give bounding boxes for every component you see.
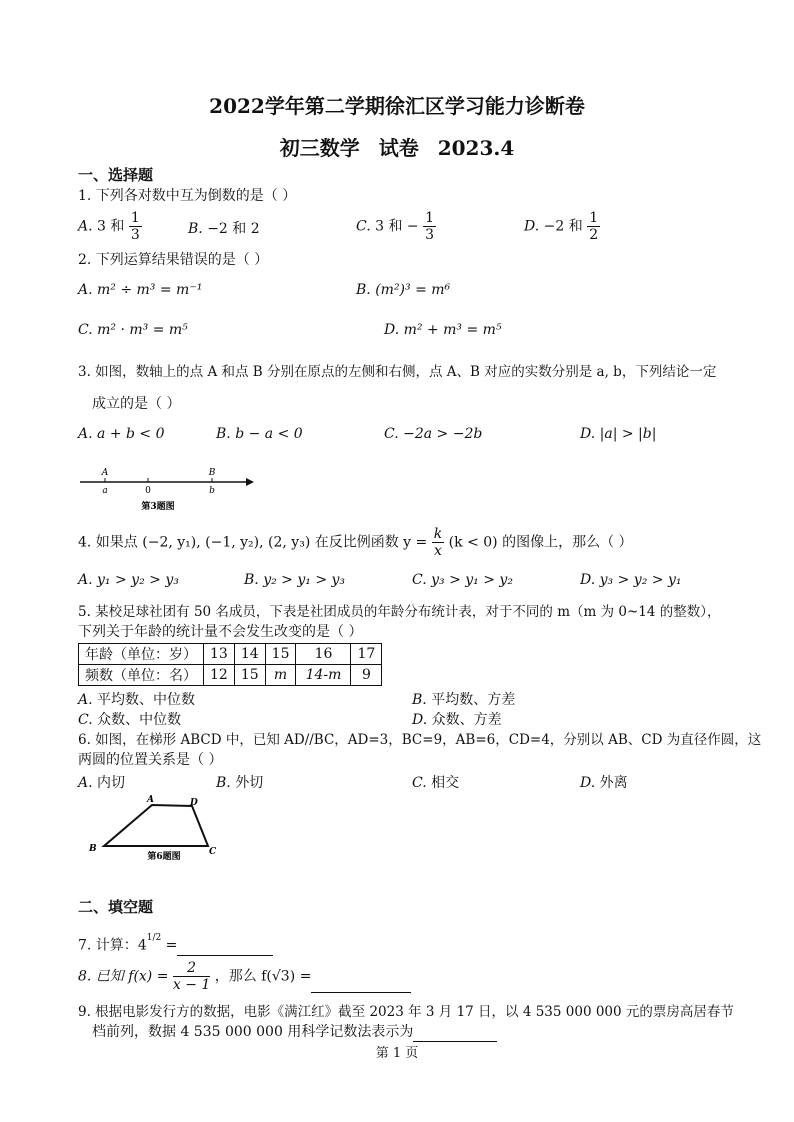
- age-frequency-table: [78, 643, 382, 686]
- q4-option-c: C. y₃ > y₁ > y₂: [412, 572, 513, 588]
- q1-option-c: C. 3 和 − $\frac{1}{3}$: [356, 210, 435, 243]
- question-3-stem-line1: 3. 如图，数轴上的点 A 和点 B 分别在原点的左侧和右侧，点 A、B 对应的实数分别是 a, b，下列结论一定: [78, 364, 717, 380]
- question-9-line2: 档前列，数据 4 535 000 000 用科学记数法表示为: [92, 1022, 497, 1042]
- exam-title: 2022学年第二学期徐汇区学习能力诊断卷: [209, 94, 585, 118]
- figure-caption: 第3题图: [141, 502, 175, 512]
- vertex-label-D: D: [190, 798, 198, 808]
- table-row: 年龄（单位：岁） 13 14 15 16 17: [79, 644, 382, 665]
- number-line-figure: [78, 462, 258, 514]
- question-4-stem: 4. 如果点 (−2, y₁), (−1, y₂), (2, y₃) 在反比例函数 y = $\frac{k}{x}$ (k < 0) 的图像上，那么（ ）: [78, 526, 633, 559]
- page-number: 第 1 页: [375, 1046, 419, 1061]
- q5-option-c: C. 众数、中位数: [78, 712, 182, 728]
- q1-option-d: D. −2 和 $\frac{1}{2}$: [524, 210, 599, 243]
- trapezoid-abcd: [104, 805, 208, 846]
- question-6-stem-line2: 两圆的位置关系是（ ）: [78, 752, 223, 768]
- question-6-stem-line1: 6. 如图，在梯形 ABCD 中，已知 AD//BC，AD=3，BC=9，AB=6，CD=4，分别以 AB、CD 为直径作圆，这: [78, 732, 762, 748]
- point-label-B: B: [208, 468, 216, 478]
- vertex-label-A: A: [147, 795, 154, 805]
- answer-blank[interactable]: [177, 955, 273, 956]
- table-row: 频数（单位：名） 12 15 m 14-m 9: [79, 665, 382, 686]
- point-label-A: A: [101, 468, 109, 478]
- q3-option-a: A. a + b < 0: [78, 426, 165, 442]
- q5-option-d: D. 众数、方差: [412, 712, 502, 728]
- q6-option-b: B. 外切: [216, 775, 264, 791]
- q6-option-a: A. 内切: [78, 775, 126, 791]
- figure-caption: 第6题图: [147, 852, 181, 862]
- q4-option-a: A. y₁ > y₂ > y₃: [78, 572, 179, 588]
- q3-option-b: B. b − a < 0: [216, 426, 303, 442]
- question-5-stem-line2: 下列关于年龄的统计量不会发生改变的是（ ）: [78, 624, 363, 640]
- q6-option-d: D. 外离: [580, 775, 628, 791]
- question-8: 8. 已知 f(x) = $\frac{2}{x - 1}$ ，那么 f(√3) =: [78, 960, 411, 993]
- q4-option-b: B. y₂ > y₁ > y₃: [244, 572, 346, 588]
- fraction: $\frac{1}{3}$: [425, 210, 435, 243]
- answer-blank[interactable]: [311, 992, 411, 993]
- q1-option-b: B. −2 和 2: [188, 221, 260, 237]
- q4-option-d: D. y₃ > y₂ > y₁: [580, 572, 682, 588]
- fraction: $\frac{1}{2}$: [589, 210, 599, 243]
- trapezoid-figure: [86, 794, 226, 866]
- value-label-zero: 0: [145, 486, 151, 496]
- question-3-stem-line2: 成立的是（ ）: [92, 396, 181, 412]
- q5-option-a: A. 平均数、中位数: [78, 692, 196, 708]
- fraction: $\frac{k}{x}$: [433, 526, 443, 559]
- section-heading-choice: 一、选择题: [78, 166, 154, 184]
- q3-option-d: D. |a| > |b|: [580, 426, 657, 442]
- vertex-label-C: C: [209, 847, 217, 857]
- question-9-line1: 9. 根据电影发行方的数据，电影《满江红》截至 2023 年 3 月 17 日，以 4 535 000 000 元的票房高居春节: [78, 1004, 734, 1020]
- value-label-a: a: [102, 486, 108, 496]
- q3-option-c: C. −2a > −2b: [384, 426, 483, 442]
- q2-option-a: A. m² ÷ m³ = m⁻¹: [78, 282, 203, 298]
- exam-subtitle: 初三数学 试卷 2023.4: [279, 136, 515, 160]
- q2-option-d: D. m² + m³ = m⁵: [384, 322, 502, 338]
- question-5-stem-line1: 5. 某校足球社团有 50 名成员，下表是社团成员的年龄分布统计表，对于不同的 m（m 为 0~14 的整数），: [78, 604, 721, 620]
- vertex-label-B: B: [89, 844, 97, 854]
- q6-option-c: C. 相交: [412, 775, 460, 791]
- q1-option-a: A. 3 和 $\frac{1}{3}$: [78, 210, 140, 243]
- arrow-icon: [246, 478, 254, 486]
- section-heading-fill: 二、填空题: [78, 898, 154, 916]
- fraction: $\frac{2}{x - 1}$: [172, 960, 211, 993]
- fraction: $\frac{1}{3}$: [130, 210, 140, 243]
- q2-option-c: C. m² · m³ = m⁵: [78, 322, 188, 338]
- value-label-b: b: [209, 486, 215, 496]
- question-1-stem: 1. 下列各对数中互为倒数的是（ ）: [78, 188, 297, 204]
- question-2-stem: 2. 下列运算结果错误的是（ ）: [78, 252, 269, 268]
- q5-option-b: B. 平均数、方差: [412, 692, 516, 708]
- question-7: 7. 计算：$4^{1/2}$ =: [78, 932, 273, 956]
- q2-option-b: B. (m²)³ = m⁶: [356, 282, 451, 298]
